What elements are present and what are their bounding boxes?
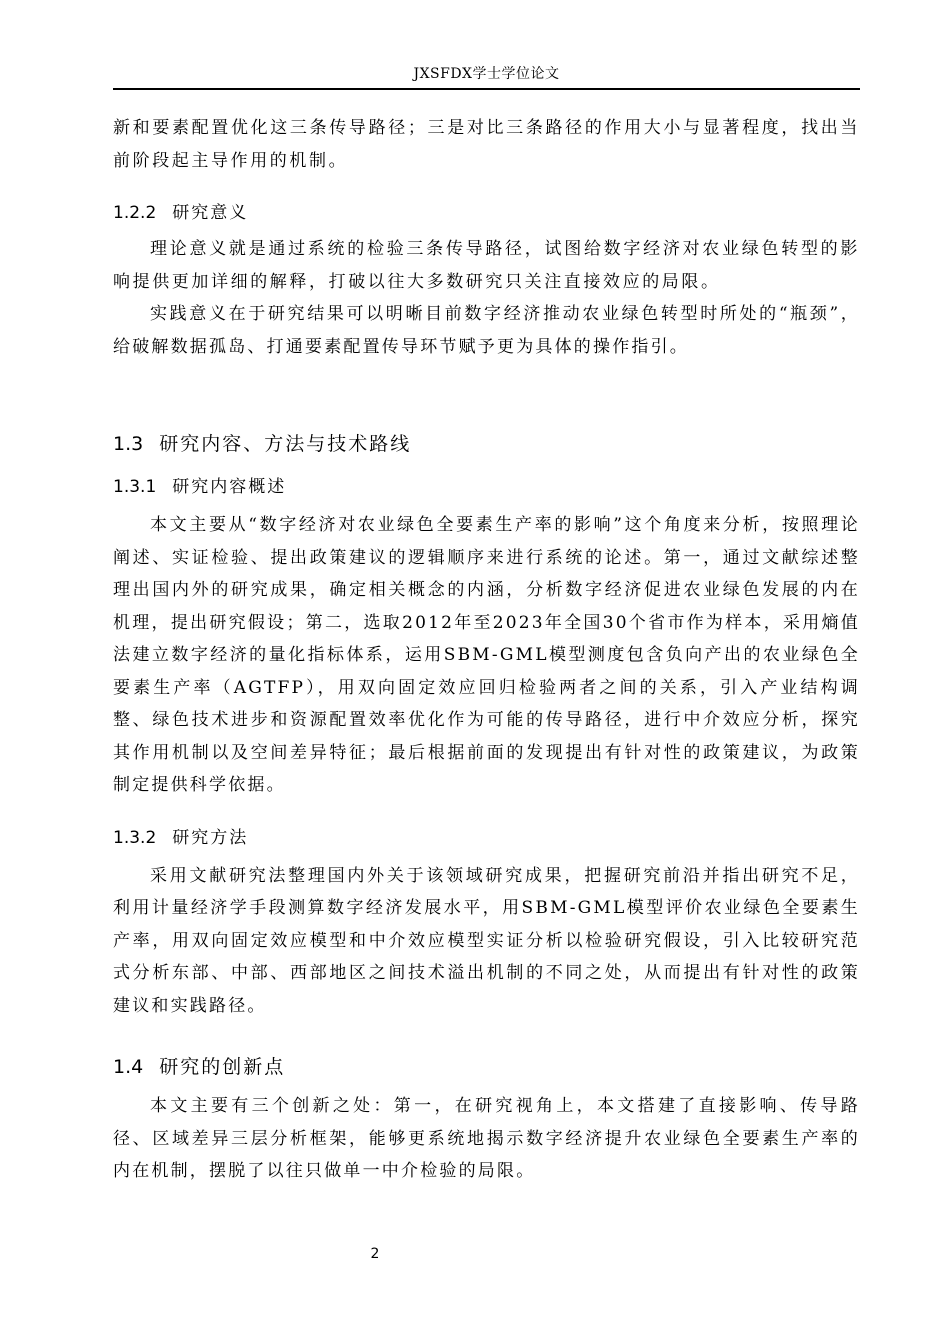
- paragraph-content-overview: 本文主要从“数字经济对农业绿色全要素生产率的影响”这个角度来分析，按照理论阐述、实证检验、提出政策建议的逻辑顺序来进行系统的论述。第一，通过文献综述整理出国内外的研究成果，确定相关概念的内涵，分析数字经济促进农业绿色发展的内在机理，提出研究假设；第二，选取2012年至2023年全国30个省市作为样本，采用熵值法建立数字经济的量化指标体系，运用SBM-GML模型测度包含负向产出的农业绿色全要素生产率（AGTFP），用双向固定效应回归检验两者之间的关系，引入产业结构调整、绿色技术进步和资源配置效率优化作为可能的传导路径，进行中介效应分析，探究其作用机制以及空间差异特征；最后根据前面的发现提出有针对性的政策建议，为政策制定提供科学依据。: [113, 515, 860, 795]
- heading-title: 研究意义: [172, 203, 249, 223]
- paragraph-significance-theory: 理论意义就是通过系统的检验三条传导路径，试图给数字经济对农业绿色转型的影响提供更加详细的解释，打破以往大多数研究只关注直接效应的局限。: [113, 239, 860, 292]
- heading-title: 研究内容概述: [172, 477, 287, 497]
- heading-title: 研究方法: [172, 827, 249, 848]
- heading-number: 1.3: [113, 433, 144, 455]
- heading-1-3: [113, 429, 860, 459]
- heading-1-2-2: [113, 199, 860, 227]
- page-number: 2: [370, 1246, 380, 1262]
- page-body: [113, 112, 860, 1188]
- heading-number: 1.3.2: [113, 827, 157, 848]
- intro-paragraph: 新和要素配置优化这三条传导路径；三是对比三条路径的作用大小与显著程度，找出当前阶段起主导作用的机制。: [113, 118, 860, 171]
- heading-1-3-2: [113, 824, 860, 852]
- heading-1-3-1: [113, 473, 860, 501]
- paragraph-significance-practice: 实践意义在于研究结果可以明晰目前数字经济推动农业绿色转型时所处的“瓶颈”，给破解数据孤岛、打通要素配置传导环节赋予更为具体的操作指引。: [113, 304, 860, 357]
- heading-title: 研究内容、方法与技术路线: [159, 433, 412, 455]
- heading-number: 1.4: [113, 1056, 144, 1078]
- heading-1-4: [113, 1052, 860, 1082]
- heading-title: 研究的创新点: [159, 1056, 286, 1078]
- paragraph-innovations: 本文主要有三个创新之处：第一，在研究视角上，本文搭建了直接影响、传导路径、区域差异三层分析框架，能够更系统地揭示数字经济提升农业绿色全要素生产率的内在机制，摆脱了以往只做单一中介检验的局限。: [113, 1096, 860, 1181]
- header-rule: [113, 88, 860, 90]
- page-header: JXSFDX学士学位论文: [413, 66, 560, 82]
- heading-number: 1.3.1: [113, 477, 157, 497]
- paragraph-methods: 采用文献研究法整理国内外关于该领域研究成果，把握研究前沿并指出研究不足，利用计量经济学手段测算数字经济发展水平，用SBM-GML模型评价农业绿色全要素生产率，用双向固定效应模型和中介效应模型实证分析以检验研究假设，引入比较研究范式分析东部、中部、西部地区之间技术溢出机制的不同之处，从而提出有针对性的政策建议和实践路径。: [113, 865, 860, 1016]
- heading-number: 1.2.2: [113, 203, 157, 223]
